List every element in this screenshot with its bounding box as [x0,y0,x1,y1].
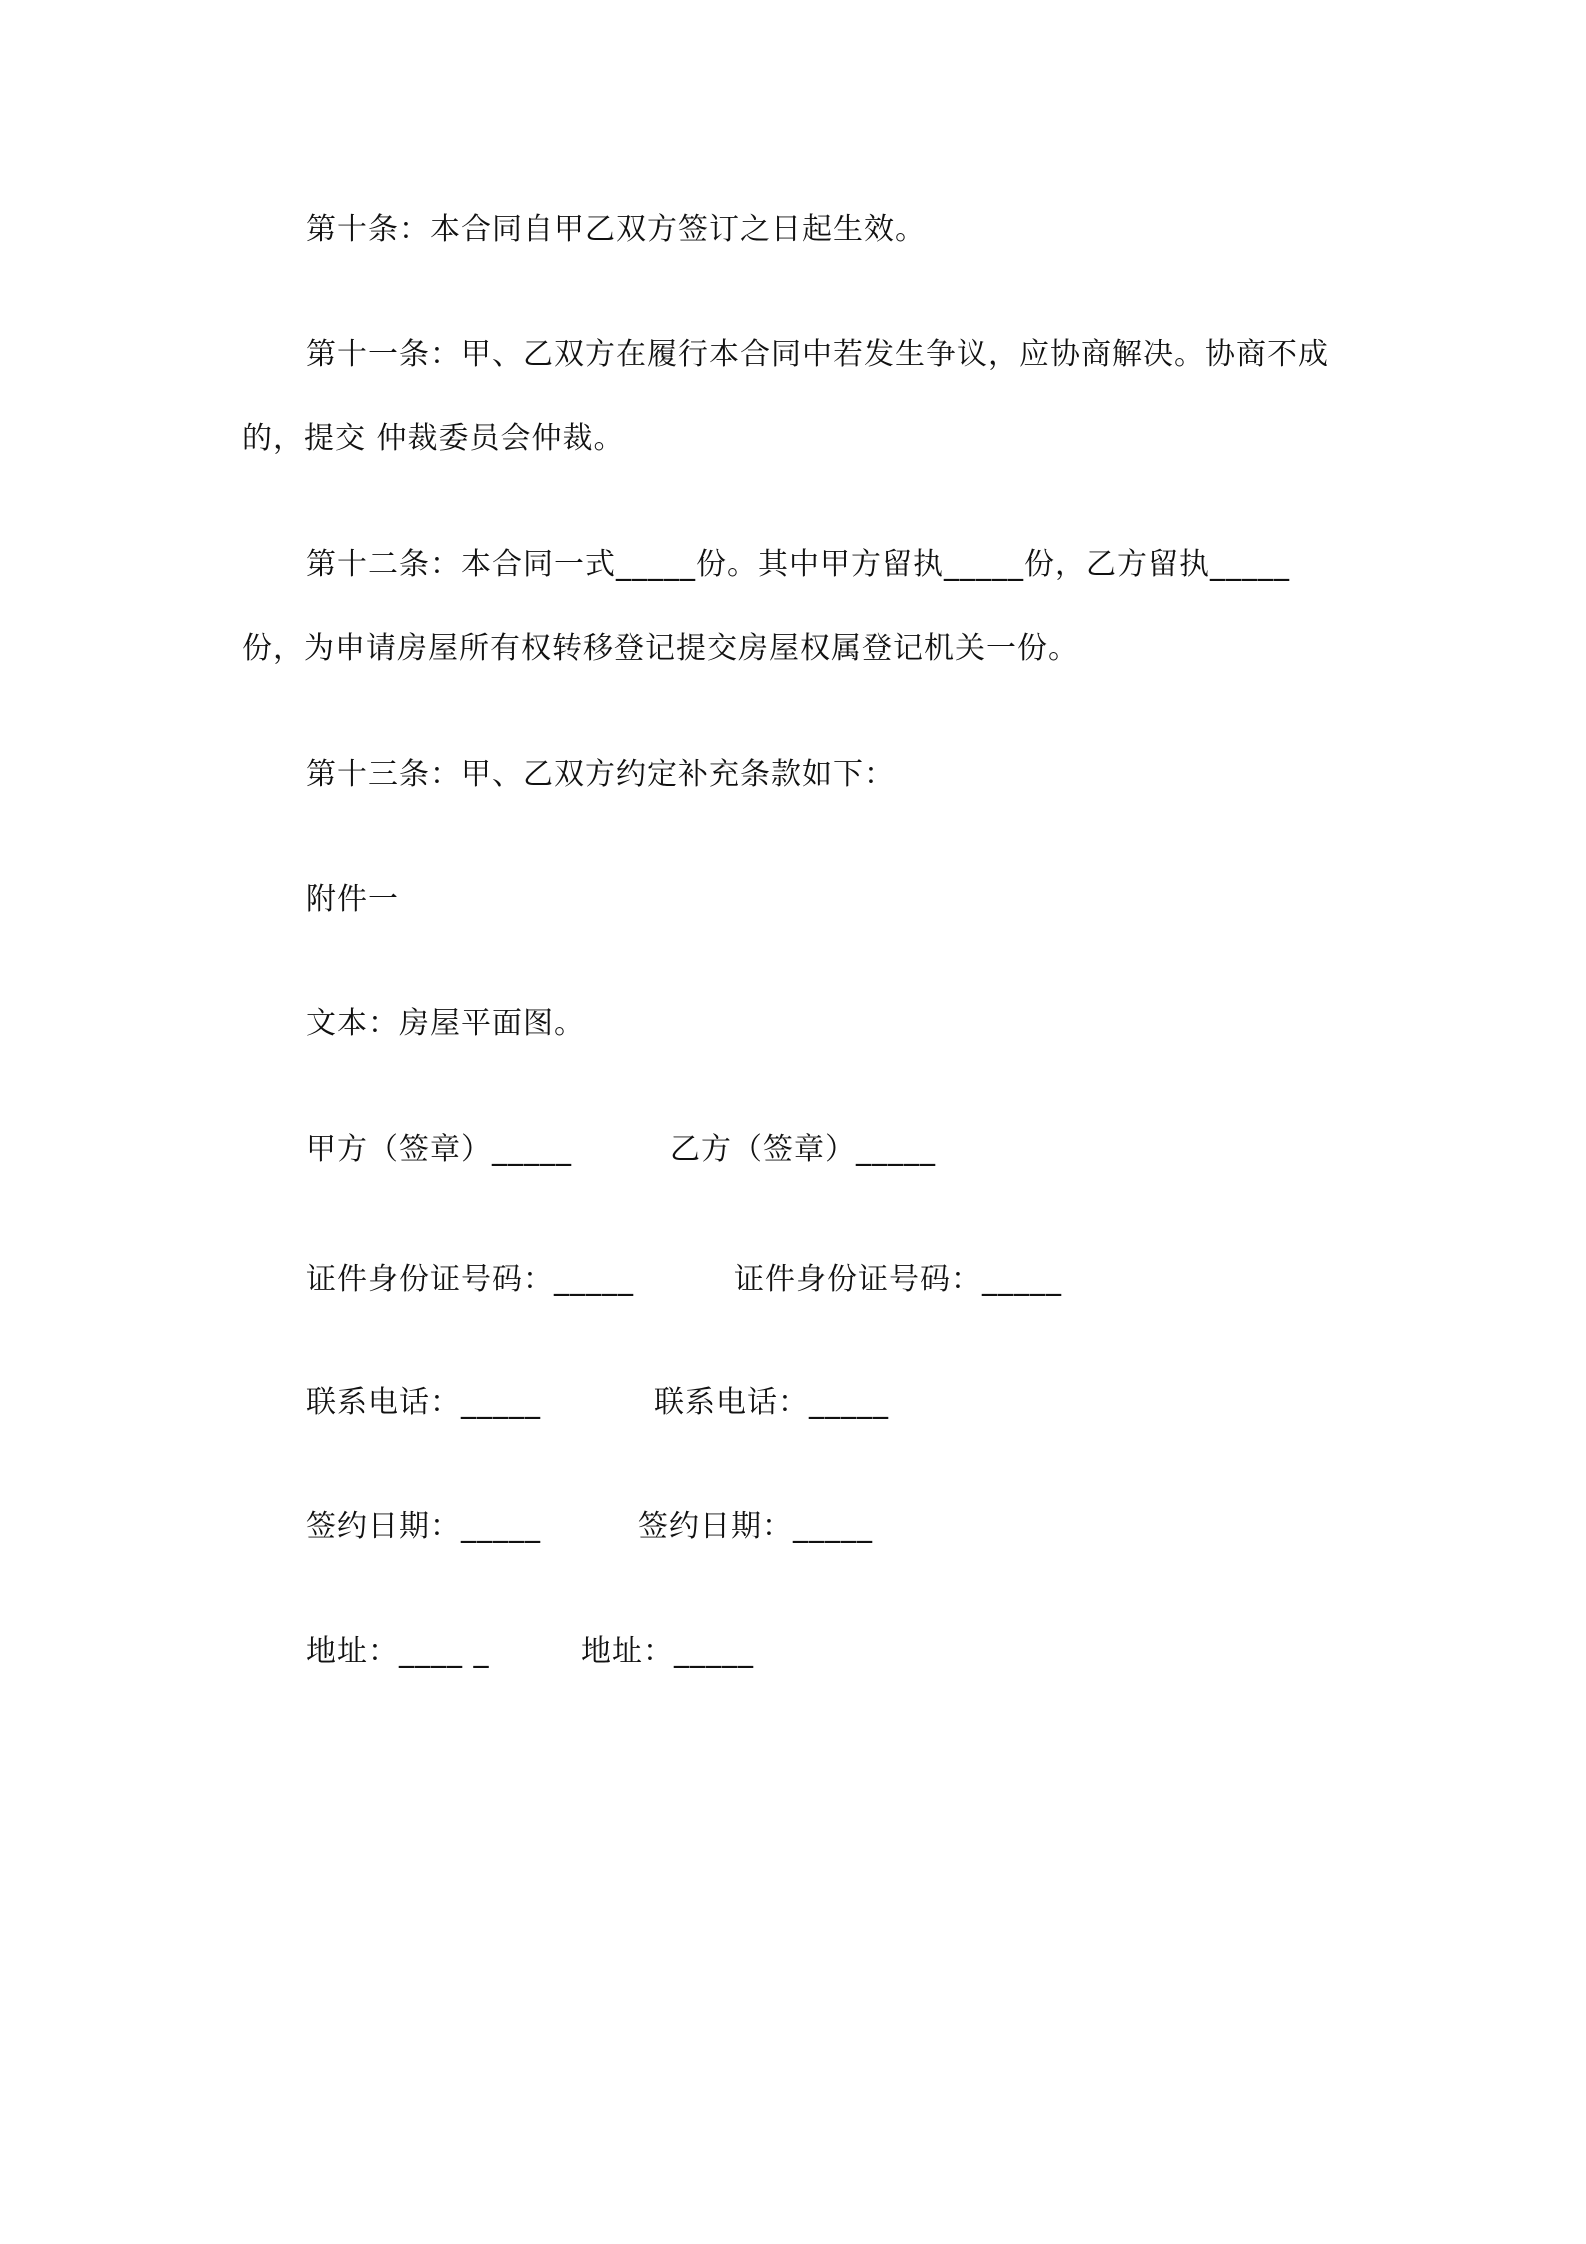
article-10: 第十条：本合同自甲乙双方签订之日起生效。 [306,212,926,247]
article-11-line-1: 第十一条：甲、乙双方在履行本合同中若发生争议，应协商解决。协商不成 [306,337,1329,372]
article-12-line-1: 第十二条：本合同一式_____份。其中甲方留执_____份，乙方留执_____ [306,547,1290,582]
party-a-date: 签约日期：_____ [306,1509,541,1544]
attachment-text: 文本：房屋平面图。 [306,1006,585,1041]
party-a-phone: 联系电话：_____ [306,1385,541,1420]
party-b-id: 证件身份证号码：_____ [734,1262,1062,1297]
article-12-line-2: 份，为申请房屋所有权转移登记提交房屋权属登记机关一份。 [242,631,1079,666]
party-a-id: 证件身份证号码：_____ [306,1262,634,1297]
id-row [306,1260,1062,1300]
party-b-seal: 乙方（签章）_____ [670,1132,936,1167]
party-b-phone: 联系电话：_____ [654,1385,889,1420]
party-a-seal: 甲方（签章）_____ [306,1132,572,1167]
phone-row [306,1383,889,1423]
seal-row [306,1130,936,1170]
article-11-line-2: 的，提交 仲裁委员会仲裁。 [242,421,625,456]
article-13: 第十三条：甲、乙双方约定补充条款如下： [306,757,895,792]
party-a-address: 地址：____ _ [306,1634,490,1669]
date-row [306,1507,873,1547]
party-b-date: 签约日期：_____ [638,1509,873,1544]
party-b-address: 地址：_____ [581,1634,754,1669]
address-row [306,1632,754,1672]
attachment-heading: 附件一 [306,882,399,917]
